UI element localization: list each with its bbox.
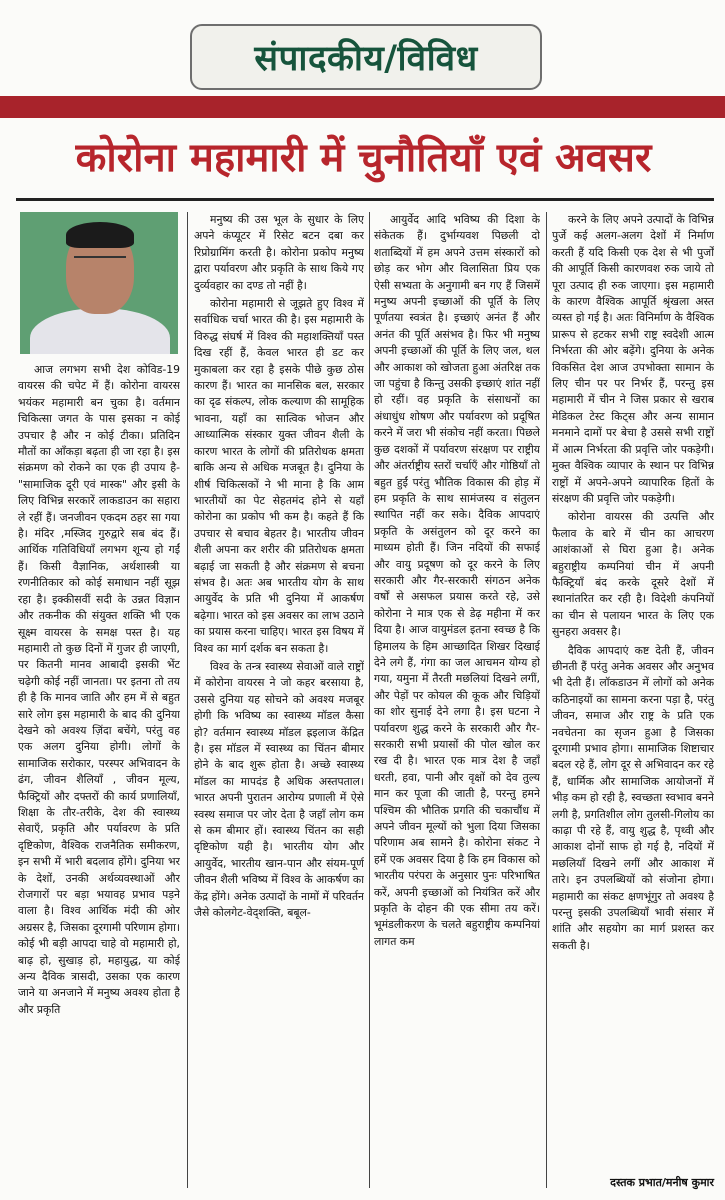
author-credit: दस्तक प्रभात/मनीष कुमार — [610, 1176, 714, 1189]
article-column-4 — [552, 212, 714, 1172]
article-column-1 — [18, 362, 180, 1188]
headline-rule — [16, 198, 714, 201]
article-column-3 — [374, 212, 540, 1188]
column-divider — [187, 212, 188, 1188]
article-paragraph: कोरोना महामारी से जूझते हुए विश्व में सर्वाधिक चर्चा भारत की है। इस महामारी के विरुद्ध संघर्ष में विश्व की महाशक्तियाँ पस्त दिख रहीं हैं, केवल भारत ही डट कर मुकाबला कर रहा है इसके पीछे कुछ ठोस कारण हैं। भारत का मानसिक बल, सरकार का दृढ संकल्प, लोक कल्याण की सामूहिक भावना, यहाँ का सात्विक भोजन और आध्यात्मिक संस्कार युक्त जीवन शैली के कारण भारत के लोगों की प्रतिरोधक क्षमता बाकि अन्य से अधिक मजबूत है। दुनिया के शीर्ष चिकित्सकों ने भी माना है कि आम भारतीयों का पेट सेहतमंद होने से यहाँ कोरोना का प्रकोप भी कम है। कहते हैं कि उपचार से बचाव बेहतर है। भारतीय जीवन शैली अपना कर शरीर की प्रतिरोधक क्षमता बढ़ाई जा सकती है और संक्रमण से बचना संभव है। अतः अब भारतीय योग के साथ आयुर्वेद के प्रति भी दुनिया में आकर्षण बढ़ेगा। भारत को इस अवसर का लाभ उठाने का प्रयास करना चाहिए। भारत इस विषय में विश्व का मार्ग दर्शक बन सकता है। — [194, 297, 364, 655]
column-divider — [369, 212, 370, 1188]
author-photo-glasses — [74, 256, 126, 268]
article-paragraph: करने के लिए अपने उत्पादों के विभिन्न पुर्जे कई अलग-अलग देशों में निर्माण करती हैं यदि किसी एक देश से भी पुर्जों की आपूर्ति किसी कारणवश रुक जाये तो पूरा उत्पाद ही रुक जाएगा। इस महामारी के कारण वैश्विक आपूर्ति श्रृंखला अस्त व्यस्त हो गई है। अतः विनिर्माण के वैश्विक प्रारूप से हटकर सभी राष्ट्र स्वदेशी आत्म निर्भरता की ओर बढ़ेंगे। दुनिया के अनेक विकसित देश आज उपभोक्ता सामान के लिए चीन पर पर निर्भर हैं, परन्तु इस महामारी में चीन ने जिस प्रकार से खराब मेडिकल टेस्ट किट्स और अन्य सामान मनमाने दामों पर बेचा है उससे सभी राष्ट्रों में आत्म निर्भरता की प्रवृत्ति जोर पकड़ेगी। मुक्त वैश्विक व्यापार के स्थान पर विभिन्न राष्ट्रों में अपने-अपने व्यापारिक हितों के संरक्षण की प्रवृत्ति जोर पकड़ेगी। — [552, 213, 714, 505]
article-paragraph: कोरोना वायरस की उत्पत्ति और फैलाव के बारे में चीन का आचरण आशंकाओं से घिरा हुआ है। अनेक बहुराष्ट्रीय कम्पनियां चीन में अपनी फैक्ट्रियाँ बंद करके दूसरे देशों में स्थानांतरित कर रही है। विदेशी कंपनियों का चीन से पलायन भारत के लिए एक सुनहरा अवसर है। — [552, 510, 714, 639]
article-paragraph: आयुर्वेद आदि भविष्य की दिशा के संकेतक हैं। दुर्भाग्यवश पिछली दो शताब्दियों में हम अपने उत्तम संस्कारों को छोड़ कर भोग और विलासिता प्रिय एक ऐसी सभ्यता के अनुगामी बन गए हैं जिसमें मनुष्य अपनी इच्छाओं की पूर्ति के लिए पूर्णतया स्वत्रंत है। इच्छाएं अनंत हैं और अनंत की पूर्ति असंभव है। फिर भी मनुष्य अपनी इच्छाओं की पूर्ति के लिए जल, थल और आकाश को खोजता हुआ अंतरिक्ष तक जा पहुंचा है किन्तु उसकी इच्छाएं शांत नहीं हो रहीं। वह प्रकृति के संसाधनों का अंधाधुंध शोषण और पर्यावरण को प्रदूषित करने में जरा भी संकोच नहीं करता। पिछले कुछ दशकों में पर्यावरण संरक्षण पर राष्ट्रीय और अंतर्राष्ट्रीय स्तरों चर्चाएँ और गोष्ठियाँ तो बहुत हुईं परंतु भौतिक विकास की होड़ में हम प्रकृति के साथ सामंजस्य व संतुलन स्थापित नहीं कर सके। दैविक आपदाएं प्रकृति के असंतुलन को दूर करने का माध्यम होती हैं। जिन नदियों की सफाई और वायु प्रदूषण को दूर करने के लिए सरकारी और गैर-सरकारी संगठन अनेक वर्षों से असफल प्रयास करते रहे, उसे कोरोना ने मात्र एक से डेढ़ महीना में कर दिया है। आज वायुमंडल इतना स्वच्छ है कि हिमालय के हिम आच्छादित शिखर दिखाई देने लगे हैं, गंगा का जल आचमन योग्य हो गया, यमुना में तैरती मछलियां दिखने लगीं, और पेड़ों पर कोयल की कूक और चिड़ियों का शोर सुनाई देने लगा है। इस घटना ने पर्यावरण शुद्ध करने के सरकारी और गैर-सरकारी सभी प्रयासों की पोल खोल कर रख दी है। भारत एक मात्र देश है जहाँ धरती, हवा, पानी और वृक्षों को देव तुल्य मान कर पूजा की जाती है, परन्तु हमने पश्चिम की भौतिक प्रगति की चकाचौंध में अपने जीवन मूल्यों को भुला दिया जिसका परिणाम अब सामने है। कोरोना संकट ने हमें एक अवसर दिया है कि हम विकास को भारतीय परंपरा के अनुसार पुनः परिभाषित करें, अपनी इच्छाओं को नियंत्रित करें और प्रकृति के दोहन की एक सीमा तय करें। भूमंडलीकरण के चलते बहुराष्ट्रीय कम्पनियां लागत कम — [374, 213, 540, 948]
article-headline: कोरोना महामारी में चुनौतियाँ एवं अवसर — [75, 135, 652, 181]
section-divider-band — [0, 96, 725, 118]
section-banner — [190, 24, 542, 90]
article-paragraph: मनुष्य की उस भूल के सुधार के लिए अपने कंप्यूटर में रिसेट बटन दबा कर रिप्रोग्रामिंग करती है। कोरोना प्रकोप मनुष्य द्वारा पर्यावरण और प्रकृति के साथ किये गए दुर्व्यवहार का दण्ड तो नहीं है। — [194, 213, 364, 292]
article-paragraph: दैविक आपदाएं कष्ट देती हैं, जीवन छीनती हैं परंतु अनेक अवसर और अनुभव भी देती हैं। लॉकडाउन में लोगों को अनेक कठिनाइयों का सामना करना पड़ा है, परंतु जीवन, समाज और राष्ट्र के प्रति एक नवचेतना का सृजन हुआ है जिसका दूरगामी प्रभाव होगा। सामाजिक शिष्टाचार बदल रहे हैं, लोग दूर से अभिवादन कर रहे हैं, धार्मिक और सामाजिक आयोजनों में भीड़ कम हो रही है, स्वच्छता स्वभाव बनने लगी है, प्रगतिशील लोग तुलसी-गिलोय का काढ़ा पी रहे हैं, वायु शुद्ध है, पृथ्वी और आकाश दोनों साफ हो गई है, नदियों में मछलियाँ दिखने लगीं और आकाश में तारे। इन उपलब्धियों को संजोना होगा। महामारी का संकट क्षणभूंगुर तो अवश्य है परन्तु इसकी उपलब्धियाँ भावी संसार में शांति और सहयोग का मार्ग प्रशस्त कर सकती है। — [552, 643, 714, 952]
section-title: संपादकीय/विविध — [254, 38, 478, 79]
article-column-2 — [194, 212, 364, 1188]
author-photo-hair — [66, 222, 134, 248]
article-paragraph: आज लगभग सभी देश कोविड-19 वायरस की चपेट में हैं। कोरोना वायरस भयंकर महामारी बन चुका है। वर्तमान चिकित्सा जगत के पास इसका न कोई उपचार है और न कोई टीका। प्रतिदिन मौतों का आँकड़ा बढ़ता ही जा रहा है। इस संक्रमण को रोकने का एक ही उपाय है- "सामाजिक दूरी एवं मास्क" और इसी के लिए विभिन्न सरकारें लाकडाउन का सहारा ले रहीं हैं। जनजीवन एकदम ठहर सा गया है। मंदिर ,मस्जिद गुरुद्वारे सब बंद हैं। आर्थिक गतिविधियाँ लगभग शून्य हो गईं हैं। किसी वैज्ञानिक, अर्थशास्त्री या रणनीतिकार को कोई समाधान नहीं सूझ रहा है। इक्कीसवीं सदी के उन्नत विज्ञान और तकनीक की संयुक्त शक्ति भी एक सूक्ष्म वायरस के समक्ष पस्त है। यह महामारी तो कुछ दिनों में गुजर ही जाएगी, पर कितनी मानव आबादी इसकी भेंट चढ़ेगी कोई नहीं जानता। पर इतना तो तय ही है कि मानव जाति और हम में से बहुत सारे लोग इस महामारी के बाद की दुनिया देखने को अवश्य ज़िंदा बचेंगे, परंतु वह एक अलग दुनिया होगी। लोगों के सामाजिक सरोकार, परस्पर अभिवादन के ढंग, जीवन शैलियाँ , जीवन मूल्य, फैक्ट्रियों और दफ्तरों की कार्य प्रणालियाँ, शिक्षा के तौर-तरीके, देश की स्वास्थ्य सेवाएँ, प्रकृति और पर्यावरण के प्रति दृष्टिकोण, वैश्विक राजनैतिक समीकरण, इन सभी में भारी बदलाव होंगे। दुनिया भर के देशों, उनकी अर्थव्यवस्थाओं और रोजगारों पर बड़ा भयावह प्रभाव पड़ने वाला है। विश्व आर्थिक मंदी की ओर अग्रसर है, जिसका दूरगामी परिणाम होगा। कोई भी बड़ी आपदा चाहे वो महामारी हो, बाढ़ हो, सुखाड़ हो, महायुद्ध, या कोई अन्य दैविक त्रासदी, उसका एक कारण जाने या अनजाने में मनुष्य अवश्य होता है और प्रकृति — [18, 363, 180, 1016]
article-paragraph: विश्व के तन्त्र स्वास्थ्य सेवाओं वाले राष्ट्रों में कोरोना वायरस ने जो कहर बरसाया है, उससे दुनिया यह सोचने को अवश्य मजबूर होगी कि भविष्य का स्वास्थ्य मॉडल कैसा हो? वर्तमान स्वास्थ्य मॉडल ह्रइलाज केंद्रित है। इस मॉडल में स्वास्थ्य का चिंतन बीमार होने के बाद शुरू होता है। अच्छे स्वास्थ्य मॉडल का मापदंड है अधिक अस्तपताल। भारत अपनी पुरातन आरोग्य प्रणाली में ऐसे स्वस्थ समाज पर जोर देता है जहाँ लोग कम से कम बीमार हों। स्वास्थ्य चिंतन का सही दृष्टिकोण यही है। भारतीय योग और आयुर्वेद, भारतीय खान-पान और संयम-पूर्ण जीवन शैली भविष्य में विश्व के आकर्षण का केंद्र होंगे। अनेक उत्पादों के नामों में परिवर्तन जैसे कोलगेट-वेद्शक्ति, बबूल- — [194, 659, 364, 920]
column-divider — [546, 212, 547, 1188]
author-photo — [20, 212, 178, 354]
author-photo-shirt — [30, 308, 170, 354]
